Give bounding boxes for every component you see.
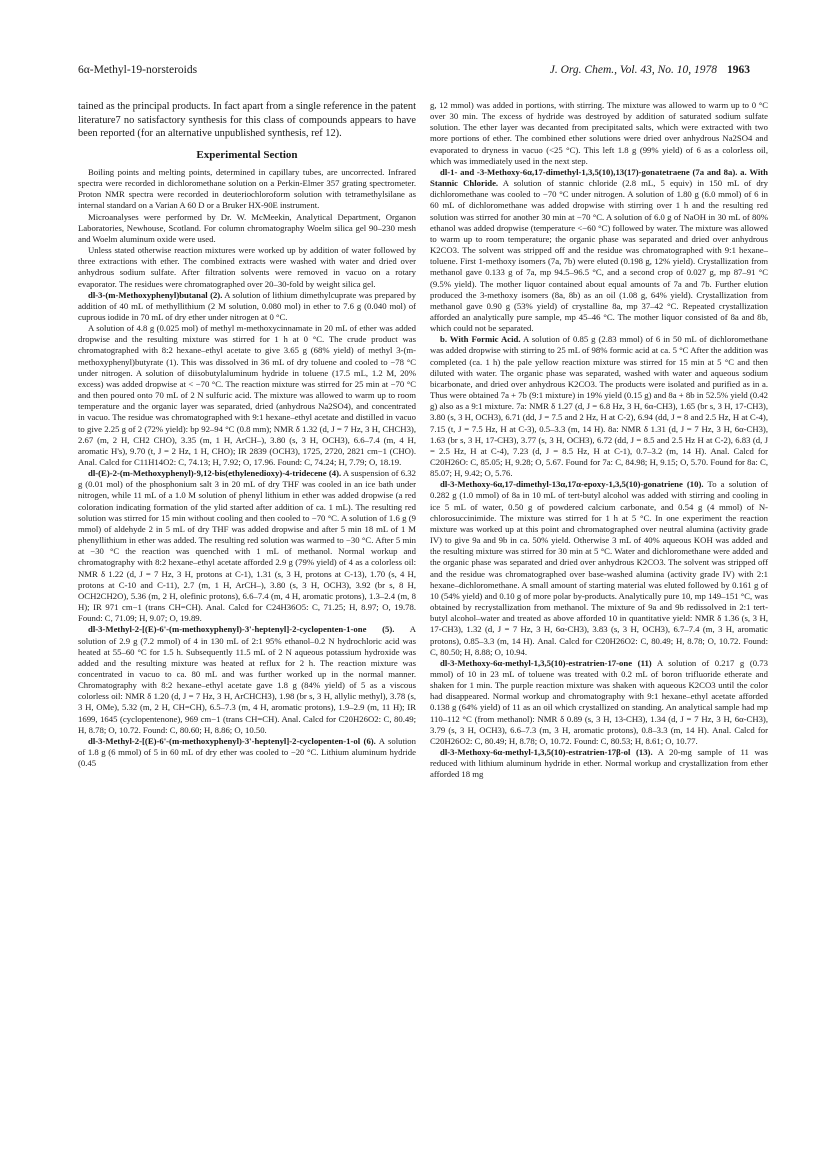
procedure-compound-6 [78, 736, 416, 769]
compound-title: dl-3-Methyl-2-[(E)-6'-(m-methoxyphenyl)-3'-heptenyl]-2-cyclopenten-1-one (5). [88, 624, 395, 635]
left-column [78, 100, 416, 769]
procedure-compound-10 [430, 479, 768, 658]
right-column [430, 100, 768, 781]
procedure-compound-2 [78, 290, 416, 323]
running-header [78, 64, 750, 82]
procedure-text: A solution of 1.8 g (6 mmol) of 5 in 60 mL of dry ether was cooled to −20 °C. Lithium aluminum hydride (0.45 [78, 735, 416, 769]
paragraph-instruments: Boiling points and melting points, determined in capillary tubes, are uncorrected. Infrared spectra were recorded in dichloromethane solution on a Perkin-Elmer 357 grating spectrometer. Proton NMR spectra were recorded in deuteriochloroform solution with tetramethylsilane as internal standard on a Varian A 60 D or a Bruker HX-90E instrument. [78, 166, 416, 211]
procedure-text: A solution of 2.9 g (7.2 mmol) of 4 in 130 mL of 2:1 95% ethanol–0.2 N hydrochloric acid was heated at 55–60 °C for 1.5 h. Subsequently 11.5 mL of 2 N aqueous potassium hydroxide was added and the resulting mixture was heated at reflux for 2 h. The reaction mixture was concentrated in vacuo to ca. 80 mL and was further worked up in the normal manner. Chromatography with 8:2 hexane–ethyl acetate gave 1.8 g (84% yield) of 5 as a viscous colorless oil: NMR δ 1.20 (d, J = 7 Hz, 3 H, ArCHCH3), 1.98 (br s, 3 H, allylic methyl), 3.78 (s, 3 H, OMe), 5.32 (m, 2 H, CH=CH), 6.5–7.3 (m, 4 H, aromatic protons), 1.9–2.9 (m, 11 H); IR 1699, 1645 (cyclopentenone), 969 cm−1 (trans CH=CH). Anal. Calcd for C20H26O2: C, 80.49; H, 8.78; O, 10.72. Found: C, 80.60; H, 8.86; O, 10.50. [78, 624, 416, 735]
procedure-formic-acid [430, 334, 768, 479]
procedure-text: A suspension of 6.32 g (0.01 mol) of the phosphonium salt 3 in 20 mL of dry THF was cooled in an ice bath under nitrogen, while 11 mL of a 1.0 M solution of phenyl lithium in ether was added dropwise (a red coloration indicating formation of the ylid started after addition of ca. 1 mL). The resulting red solution was stirred for 15 min without cooling and then cooled to −70 °C. A solution of 1.6 g (9 mmol) of aldehyde 2 in 5 mL of dry THF was added dropwise and after 5 min 18 mL of 1 M phenyllithium in ether was added. The resulting red solution was warmed to −30 °C. After 5 min at −30 °C the reaction was quenched with 1 mL of methanol. Normal workup and chromatography with 8:2 hexane–ethyl acetate afforded 2.9 g (79% yield) of 4 as a colorless oil: NMR δ 1.22 (d, J = 7 Hz, 3 H, protons at C-1), 1.31 (s, 3 H, protons at C-13), 1.70 (s, 4 H, protons at C-10 and C-11), 2.7 (m, 1 H, ArCH–), 3.80 (s, 3 H, OCH3), 3.92 (br s, 8 H, OCH2CH2O), 5.36 (m, 2 H, olefinic protons), 6.6–7.4 (m, 4 H, aromatic protons), 1.3–2.4 (m, 8 H); IR 971 cm−1 (trans CH=CH). Anal. Calcd for C24H36O5: C, 71.25; H, 8.97; O, 19.78. Found: C, 71.09; H, 9.07; O, 19.89. [78, 468, 416, 624]
procedure-compound-7a-8a [430, 167, 768, 334]
compound-title: dl-3-Methyl-2-[(E)-6'-(m-methoxyphenyl)-3'-heptenyl]-2-cyclopenten-1-ol (6). [88, 735, 376, 746]
procedure-compound-4 [78, 468, 416, 624]
procedure-text: A solution of 0.85 g (2.83 mmol) of 6 in 50 mL of dichloromethane was added dropwise with stirring to 25 mL of 98% formic acid at ca. 5 °C After the addition was completed (ca. 1 h) the pale yellow reaction mixture was stirred for 15 min at 5 °C and then diluted with water. The organic phase was separated, washed with water and aqueous sodium bicarbonate, and dried over anhydrous K2CO3. The products were isolated and purified as in a. Thus were obtained 7a + 7b (9:1 mixture) in 19% yield (0.15 g) and 8a + 8b in 52.5% yield (0.42 g) also as a 9:1 mixture. 7a: NMR δ 1.27 (d, J = 6.8 Hz, 3 H, 6α-CH3), 1.65 (br s, 3 H, 17-CH3), 3.80 (s, 3 H, OCH3), 6.71 (dd, J = 7.5 and 2 Hz, H at C-2), 6.94 (dd, J = 8 and 2.5 Hz, H at C-4), 7.15 (t, J = 7.5 Hz, H at C-3), 0.5–3.3 (m, 14 H). 8a: NMR δ 1.31 (d, J = 7 Hz, 3 H, 6α-CH3), 1.63 (br s, 3 H, 17-CH3), 3.77 (s, 3 H, OCH3), 6.72 (dd, J = 8.5 and 2.5 Hz H at C-2), 6.83 (d, J = 2.5 Hz, H at C-4), 7.23 (d, J = 8.5 Hz, H at C-1), 0.7–3.2 (m, 14 H). Anal. Calcd for C20H26O: C, 85.05; H, 9.28; O, 5.67. Found for 7a: C, 84.98; H, 9.15; O, 5.70. Found for 8a: C, 85.07; H, 9.42; O, 5.76. [430, 334, 768, 479]
procedure-compound-13 [430, 747, 768, 780]
compound-title: dl-3-Methoxy-6α-methyl-1,3,5(10)-estratrien-17-one (11) [440, 657, 652, 668]
intro-paragraph: tained as the principal products. In fact apart from a single reference in the patent literature7 no satisfactory synthesis for this class of compounds appears to have been reported (for an alternative unpublished synthesis, ref 12). [78, 101, 416, 140]
procedure-text: To a solution of 0.282 g (1.0 mmol) of 8a in 10 mL of tert-butyl alcohol was added with stirring and cooling in ice 5 mL of water, 0.50 g of powdered calcium carbonate, and 0.54 g (4 mmol) of N-chlorosuccinimide. The mixture was stirred for 1 h at 5 °C. In one experiment the reaction mixture was worked up at this point and chromatographed over neutral alumina (activity grade IV) to give 9a and 9b in ca. 50% yield. Otherwise 3 mL of 40% aqueous KOH was added and the resulting mixture was stirred for 30 min at 5 °C. Water and dichloromethane were added and the organic phase was separated and dried over anhydrous K2CO3. The solvent was stripped off and the residue was chromatographed over base-washed alumina (activity grade IV) with 2:1 hexane–dichloromethane. A small amount of starting material was eluted followed by 0.161 g of 10 (54% yield) and 0.10 g of more polar by-products. Analytically pure 10, mp 149–151 °C, was obtained by recrystallization from methanol. The mixture of 9a and 9b redissolved in 2:1 tert-butyl alcohol–water and treated as above afforded 10 in quantitative yield: NMR δ 1.36 (s, 3 H, 17-CH3), 1.32 (d, J = 7 Hz, 3 H, 6α-CH3), 3.83 (s, 3 H, OCH3), 6.7–7.4 (m, 3 H, aromatic protons), 0.85–3.3 (m, 14 H). Anal. Calcd for C20H26O2: C, 80.49; H, 8.78; O, 10.72. Found: C, 80.50; H, 8.88; O, 10.94. [430, 479, 769, 657]
procedure-compound-11 [430, 658, 768, 747]
procedure-text: A solution of 0.217 g (0.73 mmol) of 10 in 23 mL of toluene was treated with 0.2 mL of boron trifluoride etherate and shaken for 1 min. The purple reaction mixture was shaken with aqueous K2CO3 until the color had disappeared. Normal workup and chromatography with 9:1 hexane–ethyl acetate afforded 0.138 g (64% yield) of 11 as an oil which crystallized on standing. An analytical sample had mp 110–112 °C (from methanol): NMR δ 0.89 (s, 3 H, 13-CH3), 1.34 (d, J = 7 Hz, 3 H, 6α-CH3), 3.79 (s, 3 H, OCH3), 6.6–7.3 (m, 3 H, aromatic protons), 0.8–3.3 (m, 14 H). Anal. Calcd for C20H26O2: C, 80.49; H, 8.78; O, 10.72. Found: C, 80.53; H, 8.61; O, 10.77. [430, 657, 768, 746]
procedure-text: A solution of stannic chloride (2.8 mL, 5 equiv) in 150 mL of dry dichloromethane was cooled to −70 °C under nitrogen. A solution of 1.80 g (6.0 mmol) of 6 in 60 mL of dichloromethane was added dropwise with stirring over 1 h and the resulting red solution was stirred for another 30 min at −70 °C. A solution of 6.0 g of NaOH in 30 mL of 80% ethanol was added dropwise (temperature <−60 °C) followed by water. The mixture was allowed to warm up to room temperature; the organic phase was separated and dried over anhydrous K2CO3. The solvent was stripped off and the residue was chromatographed with 9:1 hexane–toluene. First 1-methoxy isomers (7a, 7b) were eluted (0.198 g, 12% yield). Crystallization from methanol gave 0.133 g of 7a, mp 94.5–96.5 °C, and a second crop of 0.027 g, mp 87–91 °C (9.5% yield). The mother liquor contained about equal amounts of 7a and 7b. Further elution produced the 3-methoxy isomers (8a, 8b) as an oil (1.08 g, 64% yield). Crystallization from methanol gave 0.90 g (53% yield) of crystalline 8a, mp 37–42 °C. Repeated crystallization afforded an analytically pure sample, mp 45–46 °C. The mother liquor consisted of 8a and 8b, which could not be separated. [430, 178, 768, 334]
procedure-text: A solution of lithium dimethylcuprate was prepared by addition of 40 mL of methyllithium (2 M solution, 0.080 mol) in ether to 7.6 g (0.040 mol) of cuprous iodide in 70 mL of dry ether under nitrogen at 0 °C. [78, 289, 416, 322]
procedure-text: A 20-mg sample of 11 was reduced with lithium aluminum hydride in ether. Normal workup and crystallization from ether afforded 18 mg [430, 747, 768, 780]
compound-title: b. With Formic Acid. [440, 334, 521, 345]
compound-title: dl-3-Methoxy-6α-methyl-1,3,5(10)-estratrien-17β-ol (13). [440, 747, 653, 758]
running-head-right [550, 64, 750, 76]
paragraph-continued: g, 12 mmol) was added in portions, with stirring. The mixture was allowed to warm up to 0 °C over 30 min. The excess of hydride was destroyed by addition of saturated sodium sulfate solution. The ether layer was decanted from precipitated salts, which were extracted with two more portions of ether. The combined ether solutions were dried over anhydrous Na2SO4 and evaporated to dryness in vacuo (<25 °C). This left 1.8 g (99% yield) of 6 as a colorless oil, which was immediately used in the next step. [430, 100, 768, 166]
compound-title: dl-(E)-2-(m-Methoxyphenyl)-9,12-bis(ethylenedioxy)-4-tridecene (4). [88, 468, 342, 479]
paragraph-butyrate: A solution of 4.8 g (0.025 mol) of methyl m-methoxycinnamate in 20 mL of ether was added dropwise and the resulting mixture was stirred for 1 h at 0 °C. The crude product was chromatographed with 8:2 hexane–ethyl acetate to give 3.65 g (68% yield) of methyl 3-(m-methoxyphenyl)butyrate (1). This was dissolved in 36 mL of dry toluene and cooled to −78 °C under nitrogen. A solution of diisobutylaluminum hydride in toluene (17.5 mL, 1.2 M, 20% excess) was added dropwise at < −70 °C. The reaction mixture was stirred for 25 min at −70 °C and then poured onto 70 mL of 2 N sulfuric acid. The mixture was allowed to warm up to room temperature and the organic layer was separated, dried (anhydrous Na2SO4), and concentrated in vacuo. The residue was chromatographed with 9:1 hexane–ethyl acetate and distilled in vacuo to give 2.25 g of 2 (72% yield): bp 92–94 °C (0.8 mm); NMR δ 1.32 (d, J = 7 Hz, 3 H, CHCH3), 2.67 (m, 2 H, CH2 CHO), 3.35 (m, 1 H, ArCH–), 3.80 (s, 3 H, OCH3), 6.6–7.4 (m, 4 H, aromatic H's), 9.70 (t, J = 2 Hz, 1 H, CHO); IR 2839 (OCH3), 1725, 2720, 2821 cm−1 (CHO). Anal. Calcd for C11H14O2: C, 74.13; H, 7.92; O, 17.96. Found: C, 74.24; H, 7.79; O, 18.19. [78, 323, 416, 467]
paragraph-workup: Unless stated otherwise reaction mixtures were worked up by addition of water followed by three extractions with ether. The combined extracts were washed with water and dried over anhydrous sodium sulfate. After filtration solvents were removed in vacuo on a rotary evaporator. The residues were chromatographed over 20–30-fold by weight silica gel. [78, 245, 416, 289]
paragraph-microanalyses: Microanalyses were performed by Dr. W. McMeekin, Analytical Department, Organon Laboratories, Newhouse, Scotland. For column chromatography Woelm silica gel 90–230 mesh and Woelm aluminum oxide were used. [78, 211, 416, 244]
section-heading: Experimental Section [196, 148, 298, 161]
page-number: 1963 [727, 64, 750, 76]
journal-citation: J. Org. Chem., Vol. 43, No. 10, 1978 [549, 64, 717, 76]
procedure-compound-5 [78, 624, 416, 736]
compound-title: dl-3-(m-Methoxyphenyl)butanal (2). [88, 289, 223, 300]
compound-title: dl-3-Methoxy-6α,17-dimethyl-13α,17α-epoxy-1,3,5(10)-gonatriene (10). [440, 479, 704, 490]
compound-title: dl-1- and -3-Methoxy-6α,17-dimethyl-1,3,5(10),13(17)-gonatetraene (7a and 8a). a. With Stannic Chloride. [430, 166, 768, 189]
running-head-left: 6α-Methyl-19-norsteroids [78, 64, 198, 76]
